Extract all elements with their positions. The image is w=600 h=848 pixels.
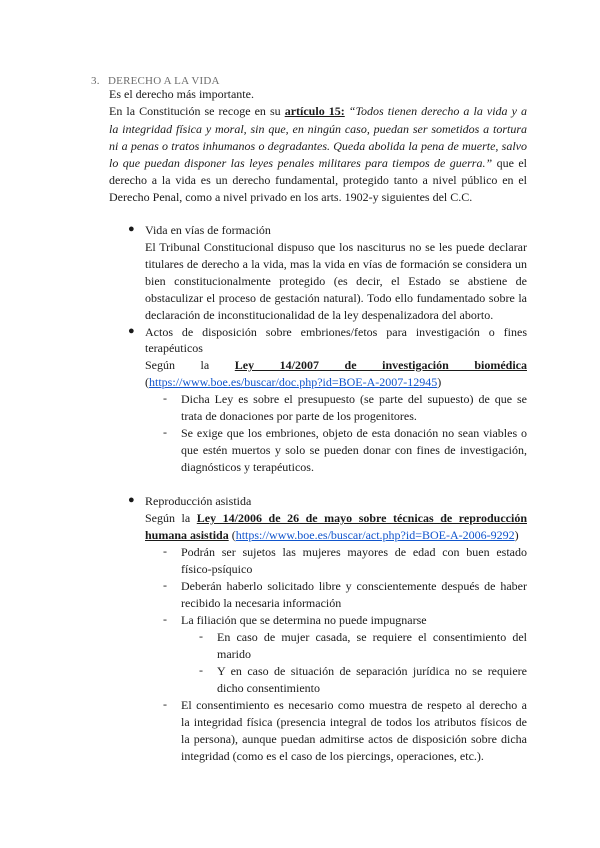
- paragraph-line-1: En la Constitución se recoge en su artículo 15: “Todos tienen derecho a la vida y a: [109, 104, 527, 118]
- dash-line: que estén muertos y solo se pueden donar con fines de investigación,: [181, 443, 527, 457]
- bullet-3-law-line: Según la Ley 14/2006 de 26 de mayo sobre técnicas de reproducción: [145, 511, 527, 525]
- article-15-ref: artículo 15:: [284, 104, 345, 118]
- bullet-icon: ●: [128, 223, 135, 235]
- bullet-2-law-line: Según la Ley 14/2007 de investigación biomédica: [145, 358, 527, 372]
- paragraph-line-6: Derecho Penal, como a nivel privado en los arts. 1902-y siguientes del C.C.: [109, 190, 473, 204]
- paragraph-line-3: ni a penas o tratos inhumanos o degradantes. Queda abolida la pena de muerte, salvo: [109, 139, 527, 153]
- boe-link-2007[interactable]: https://www.boe.es/buscar/doc.php?id=BOE-A-2007-12945: [149, 375, 438, 389]
- intro-line: Es el derecho más importante.: [109, 87, 254, 101]
- law-14-2007: Ley 14/2007 de investigación biomédica: [234, 358, 527, 372]
- dash-line: El consentimiento es necesario como muestra de respeto al derecho a: [181, 698, 527, 712]
- dash-line: trata de donaciones por parte de los progenitores.: [181, 409, 417, 423]
- bullet-3-title: Reproducción asistida: [145, 494, 252, 508]
- bullet-1-line: obstaculizar el proceso de gestación natural). Todo ello fundamentado sobre la: [145, 291, 527, 305]
- section-number: 3.: [91, 75, 100, 87]
- boe-link-line: (https://www.boe.es/buscar/doc.php?id=BOE-A-2007-12945): [145, 375, 442, 389]
- dash-line: físico-psíquico: [181, 562, 253, 576]
- bullet-icon: ●: [128, 494, 135, 506]
- dash-icon: -: [163, 391, 167, 405]
- paragraph-line-4: lo que puedan disponer las leyes penales militares para tiempos de guerra.” que el: [109, 156, 527, 170]
- dash-icon: -: [163, 425, 167, 439]
- bullet-icon: ●: [128, 325, 135, 337]
- dash-icon: -: [163, 612, 167, 626]
- law-14-2006: Ley 14/2006 de 26 de mayo sobre técnicas de reproducción: [196, 511, 527, 525]
- subdash-line: marido: [217, 647, 251, 661]
- dash-line: diagnósticos y terapéuticos.: [181, 460, 314, 474]
- section-title: DERECHO A LA VIDA: [108, 75, 220, 87]
- bullet-3-law-line-2: humana asistida (https://www.boe.es/buscar/act.php?id=BOE-A-2006-9292): [145, 528, 519, 542]
- dash-line: La filiación que se determina no puede impugnarse: [181, 613, 427, 627]
- paragraph-line-2: la integridad física y moral, sin que, en ningún caso, puedan ser sometidos a tortura: [109, 122, 527, 136]
- bullet-1-line: titulares de derecho a la vida, mas la vida en vías de formación se considera un: [145, 257, 527, 271]
- bullet-1-line: El Tribunal Constitucional dispuso que los nasciturus no se les puede declarar: [145, 240, 527, 254]
- subdash-icon: -: [199, 663, 203, 677]
- bullet-1-line: bien constitucionalmente protegido (es decir, el Estado se abstiene de: [145, 274, 527, 288]
- dash-icon: -: [163, 544, 167, 558]
- dash-line: Podrán ser sujetos las mujeres mayores de edad con buen estado: [181, 545, 527, 559]
- dash-icon: -: [163, 697, 167, 711]
- dash-line: integridad (como es el caso de los piercings, operaciones, etc.).: [181, 749, 484, 763]
- dash-line: Dicha Ley es sobre el presupuesto (se parte del supuesto) de que se: [181, 392, 527, 406]
- paragraph-line-5: derecho a la vida es un derecho fundamental, protegido tanto a nivel público en el: [109, 173, 527, 187]
- dash-line: la integridad física (presencia integral de todos los atributos físicos de: [181, 715, 527, 729]
- boe-link-2006[interactable]: https://www.boe.es/buscar/act.php?id=BOE-A-2006-9292: [235, 528, 515, 542]
- dash-line: Deberán haberlo solicitado libre y conscientemente después de haber: [181, 579, 527, 593]
- dash-line: recibido la necesaria información: [181, 596, 342, 610]
- subdash-line: En caso de mujer casada, se requiere el consentimiento del: [217, 630, 527, 644]
- bullet-2-title: Actos de disposición sobre embriones/fetos para investigación o fines: [145, 325, 527, 339]
- bullet-2-title-cont: terapéuticos: [145, 341, 203, 355]
- dash-line: Se exige que los embriones, objeto de esta donación no sean viables o: [181, 426, 527, 440]
- dash-line: la persona), aunque puedan admitirse actos de disposición sobre dicha: [181, 732, 527, 746]
- subdash-line: dicho consentimiento: [217, 681, 320, 695]
- bullet-1-line: declaración de inconstitucionalidad de la ley despenalizadora del aborto.: [145, 308, 494, 322]
- dash-icon: -: [163, 578, 167, 592]
- subdash-icon: -: [199, 629, 203, 643]
- subdash-line: Y en caso de situación de separación jurídica no se requiere: [217, 664, 527, 678]
- bullet-1-title: Vida en vías de formación: [145, 223, 271, 237]
